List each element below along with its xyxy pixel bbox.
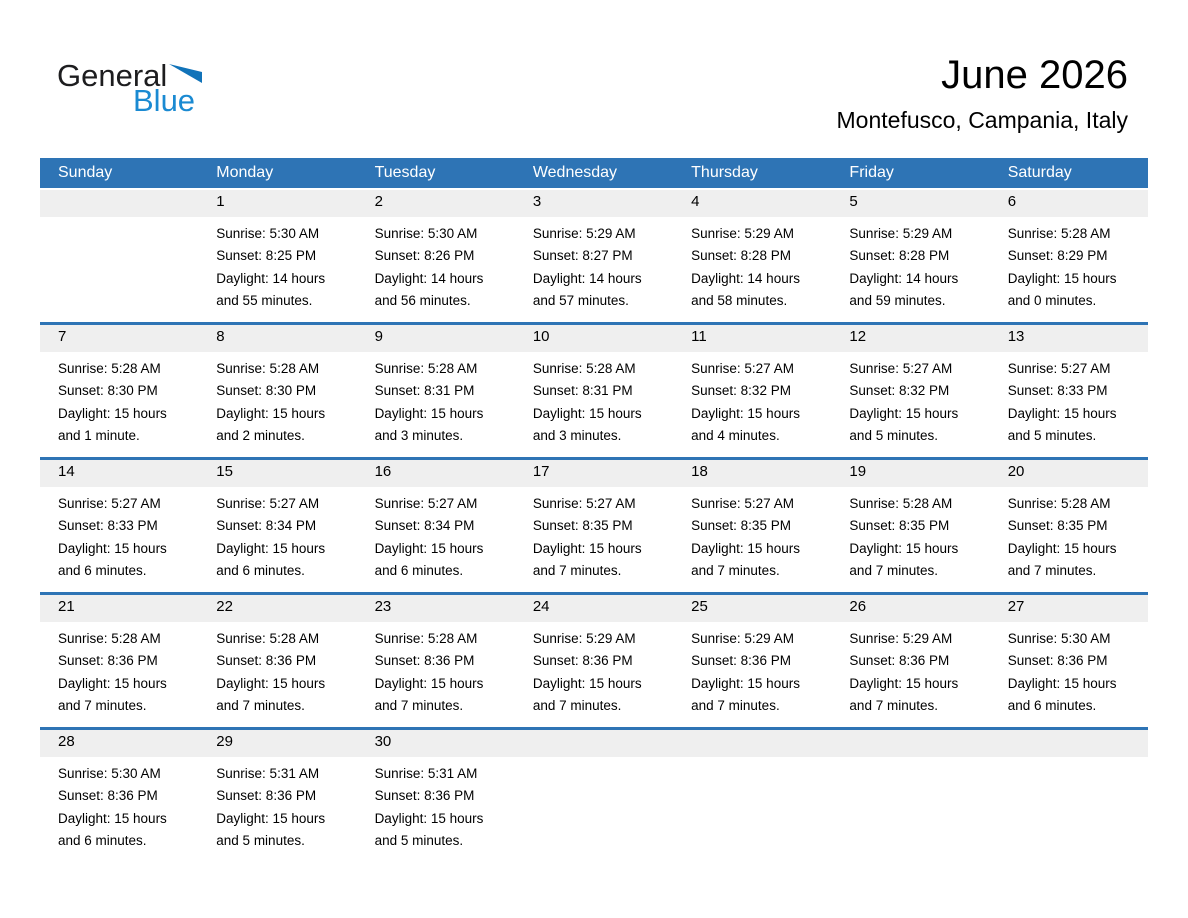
day-cell bbox=[198, 352, 356, 447]
day-sunrise: Sunrise: 5:29 AM bbox=[691, 631, 794, 646]
day-daylight-line2: and 5 minutes. bbox=[1007, 427, 1097, 443]
day-cell bbox=[515, 622, 673, 717]
calendar-location-subtitle: Montefusco, Campania, Italy bbox=[836, 107, 1128, 133]
weekday-header-thursday: Thursday bbox=[691, 164, 758, 181]
day-sunset: Sunset: 8:34 PM bbox=[216, 518, 317, 534]
day-sunset: Sunset: 8:35 PM bbox=[1007, 518, 1108, 534]
day-cell bbox=[198, 217, 356, 312]
day-daylight-line2: and 5 minutes. bbox=[849, 427, 938, 443]
calendar-grid bbox=[40, 158, 1148, 862]
day-sunrise: Sunrise: 5:27 AM bbox=[374, 496, 478, 511]
weekday-header-saturday: Saturday bbox=[1007, 164, 1072, 181]
day-number: 3 bbox=[532, 193, 542, 210]
day-daylight-line1: Daylight: 15 hours bbox=[532, 405, 642, 421]
day-daylight-line1: Daylight: 14 hours bbox=[532, 270, 642, 286]
day-sunrise: Sunrise: 5:27 AM bbox=[849, 361, 953, 376]
day-daylight-line1: Daylight: 14 hours bbox=[216, 270, 326, 286]
day-daylight-line1: Daylight: 15 hours bbox=[849, 540, 959, 556]
weekday-header-friday: Friday bbox=[849, 164, 894, 181]
day-daylight-line1: Daylight: 15 hours bbox=[849, 675, 959, 691]
general-blue-logo bbox=[57, 60, 202, 116]
day-number: 8 bbox=[216, 328, 225, 345]
day-sunrise: Sunrise: 5:28 AM bbox=[1007, 496, 1111, 511]
day-sunrise: Sunrise: 5:30 AM bbox=[1007, 631, 1111, 646]
day-sunrise: Sunrise: 5:28 AM bbox=[216, 361, 320, 376]
day-sunset: Sunset: 8:35 PM bbox=[849, 518, 950, 534]
day-number: 12 bbox=[849, 328, 867, 345]
day-cell bbox=[198, 487, 356, 582]
day-daylight-line2: and 7 minutes. bbox=[58, 697, 147, 713]
day-sunrise: Sunrise: 5:28 AM bbox=[1007, 226, 1111, 241]
day-daylight-line2: and 7 minutes. bbox=[532, 562, 622, 578]
day-sunrise: Sunrise: 5:28 AM bbox=[374, 631, 478, 646]
day-sunrise: Sunrise: 5:30 AM bbox=[374, 226, 478, 241]
day-sunrise: Sunrise: 5:29 AM bbox=[532, 226, 636, 241]
day-daylight-line2: and 0 minutes. bbox=[1007, 292, 1097, 308]
day-daylight-line2: and 6 minutes. bbox=[58, 832, 147, 848]
day-daylight-line2: and 7 minutes. bbox=[691, 697, 780, 713]
day-number: 10 bbox=[532, 328, 550, 345]
day-sunrise: Sunrise: 5:30 AM bbox=[216, 226, 320, 241]
week-row-3 bbox=[40, 457, 1148, 592]
day-daylight-line2: and 6 minutes. bbox=[216, 562, 305, 578]
day-cell bbox=[515, 487, 673, 582]
logo-text-general: General bbox=[57, 58, 168, 93]
logo-text-blue: Blue bbox=[133, 83, 196, 118]
day-sunrise: Sunrise: 5:30 AM bbox=[58, 766, 161, 781]
day-sunset: Sunset: 8:36 PM bbox=[216, 788, 317, 804]
weekday-header-tuesday: Tuesday bbox=[374, 164, 436, 181]
day-daylight-line2: and 7 minutes. bbox=[849, 697, 938, 713]
day-number-strip bbox=[40, 190, 1148, 217]
empty-day-number bbox=[990, 730, 1148, 757]
week-row-4 bbox=[40, 592, 1148, 727]
day-sunset: Sunset: 8:31 PM bbox=[374, 383, 475, 399]
day-daylight-line1: Daylight: 15 hours bbox=[58, 675, 167, 691]
day-sunrise: Sunrise: 5:31 AM bbox=[374, 766, 478, 781]
day-number: 22 bbox=[216, 598, 233, 615]
day-number: 25 bbox=[691, 598, 708, 615]
day-cell bbox=[990, 352, 1148, 447]
day-sunrise: Sunrise: 5:29 AM bbox=[691, 226, 794, 241]
day-daylight-line1: Daylight: 15 hours bbox=[374, 540, 484, 556]
weekday-header-sunday: Sunday bbox=[58, 164, 113, 181]
day-cell bbox=[831, 352, 989, 447]
day-number: 9 bbox=[374, 328, 383, 345]
day-daylight-line2: and 6 minutes. bbox=[58, 562, 147, 578]
weekday-header-row bbox=[40, 158, 1148, 188]
day-sunrise: Sunrise: 5:27 AM bbox=[691, 496, 794, 511]
empty-day-cell bbox=[990, 757, 1148, 852]
empty-day-number bbox=[40, 190, 198, 217]
day-daylight-line1: Daylight: 15 hours bbox=[216, 675, 326, 691]
day-details-row bbox=[40, 622, 1148, 717]
day-sunrise: Sunrise: 5:28 AM bbox=[532, 361, 636, 376]
day-cell bbox=[990, 217, 1148, 312]
day-daylight-line2: and 57 minutes. bbox=[532, 292, 629, 308]
day-daylight-line1: Daylight: 15 hours bbox=[691, 540, 800, 556]
weekday-header-monday: Monday bbox=[216, 164, 274, 181]
day-daylight-line2: and 56 minutes. bbox=[374, 292, 471, 308]
day-number-strip bbox=[40, 730, 1148, 757]
day-sunrise: Sunrise: 5:29 AM bbox=[532, 631, 636, 646]
day-number: 30 bbox=[374, 733, 392, 750]
day-sunrise: Sunrise: 5:27 AM bbox=[216, 496, 320, 511]
day-number: 26 bbox=[849, 598, 867, 615]
day-sunset: Sunset: 8:36 PM bbox=[849, 653, 950, 669]
day-sunset: Sunset: 8:33 PM bbox=[58, 518, 158, 534]
day-daylight-line2: and 58 minutes. bbox=[691, 292, 788, 308]
day-daylight-line1: Daylight: 15 hours bbox=[58, 540, 167, 556]
day-sunset: Sunset: 8:36 PM bbox=[532, 653, 633, 669]
day-cell bbox=[990, 622, 1148, 717]
day-number: 2 bbox=[374, 193, 383, 210]
day-daylight-line1: Daylight: 15 hours bbox=[374, 810, 484, 826]
day-daylight-line1: Daylight: 15 hours bbox=[691, 405, 800, 421]
day-daylight-line2: and 7 minutes. bbox=[1007, 562, 1097, 578]
day-number: 14 bbox=[58, 463, 75, 480]
day-details-row bbox=[40, 487, 1148, 582]
day-cell bbox=[515, 217, 673, 312]
day-daylight-line2: and 3 minutes. bbox=[374, 427, 464, 443]
day-number: 16 bbox=[374, 463, 392, 480]
week-row-1 bbox=[40, 190, 1148, 322]
day-number: 13 bbox=[1007, 328, 1025, 345]
day-cell bbox=[673, 622, 831, 717]
day-sunset: Sunset: 8:36 PM bbox=[691, 653, 791, 669]
day-cell bbox=[357, 622, 515, 717]
day-sunrise: Sunrise: 5:27 AM bbox=[1007, 361, 1111, 376]
day-sunrise: Sunrise: 5:27 AM bbox=[691, 361, 794, 376]
day-sunset: Sunset: 8:31 PM bbox=[532, 383, 633, 399]
day-number: 20 bbox=[1007, 463, 1025, 480]
day-daylight-line2: and 6 minutes. bbox=[1007, 697, 1097, 713]
empty-day-number bbox=[831, 730, 989, 757]
day-number-strip bbox=[40, 325, 1148, 352]
day-cell bbox=[40, 622, 198, 717]
day-cell bbox=[831, 217, 989, 312]
day-daylight-line2: and 2 minutes. bbox=[216, 427, 305, 443]
day-sunrise: Sunrise: 5:28 AM bbox=[216, 631, 320, 646]
empty-day-cell bbox=[515, 757, 673, 852]
day-number: 17 bbox=[532, 463, 550, 480]
day-number: 5 bbox=[849, 193, 858, 210]
day-daylight-line2: and 5 minutes. bbox=[374, 832, 464, 848]
day-cell bbox=[673, 217, 831, 312]
day-daylight-line1: Daylight: 14 hours bbox=[691, 270, 800, 286]
day-cell bbox=[673, 487, 831, 582]
day-cell bbox=[357, 757, 515, 852]
day-daylight-line2: and 55 minutes. bbox=[216, 292, 313, 308]
day-daylight-line2: and 1 minute. bbox=[58, 427, 140, 443]
day-sunrise: Sunrise: 5:28 AM bbox=[849, 496, 953, 511]
day-cell bbox=[831, 487, 989, 582]
day-sunset: Sunset: 8:29 PM bbox=[1007, 248, 1108, 264]
day-sunset: Sunset: 8:28 PM bbox=[849, 248, 950, 264]
day-number-strip bbox=[40, 460, 1148, 487]
day-sunset: Sunset: 8:36 PM bbox=[58, 653, 158, 669]
day-daylight-line2: and 7 minutes. bbox=[374, 697, 464, 713]
day-number: 1 bbox=[216, 193, 225, 210]
day-sunset: Sunset: 8:34 PM bbox=[374, 518, 475, 534]
day-cell bbox=[357, 217, 515, 312]
day-daylight-line2: and 7 minutes. bbox=[532, 697, 622, 713]
day-number: 4 bbox=[691, 193, 700, 210]
day-number: 7 bbox=[58, 328, 67, 345]
day-number: 29 bbox=[216, 733, 233, 750]
calendar-weeks bbox=[40, 190, 1148, 862]
day-sunset: Sunset: 8:36 PM bbox=[374, 788, 475, 804]
day-details-row bbox=[40, 352, 1148, 447]
day-sunrise: Sunrise: 5:28 AM bbox=[374, 361, 478, 376]
day-cell bbox=[40, 757, 198, 852]
week-row-5 bbox=[40, 727, 1148, 862]
day-daylight-line2: and 4 minutes. bbox=[691, 427, 780, 443]
week-row-2 bbox=[40, 322, 1148, 457]
day-daylight-line1: Daylight: 15 hours bbox=[58, 405, 167, 421]
day-number: 19 bbox=[849, 463, 867, 480]
day-sunrise: Sunrise: 5:27 AM bbox=[532, 496, 636, 511]
day-sunset: Sunset: 8:35 PM bbox=[691, 518, 791, 534]
day-number: 21 bbox=[58, 598, 75, 615]
day-daylight-line1: Daylight: 15 hours bbox=[849, 405, 959, 421]
day-sunset: Sunset: 8:25 PM bbox=[216, 248, 317, 264]
day-daylight-line1: Daylight: 15 hours bbox=[691, 675, 800, 691]
day-cell bbox=[357, 352, 515, 447]
day-sunset: Sunset: 8:32 PM bbox=[691, 383, 791, 399]
day-sunset: Sunset: 8:28 PM bbox=[691, 248, 791, 264]
day-cell bbox=[515, 352, 673, 447]
day-sunrise: Sunrise: 5:27 AM bbox=[58, 496, 161, 511]
day-sunrise: Sunrise: 5:28 AM bbox=[58, 361, 161, 376]
day-sunset: Sunset: 8:36 PM bbox=[1007, 653, 1108, 669]
day-daylight-line2: and 3 minutes. bbox=[532, 427, 622, 443]
day-sunset: Sunset: 8:30 PM bbox=[58, 383, 158, 399]
day-sunrise: Sunrise: 5:28 AM bbox=[58, 631, 161, 646]
day-cell bbox=[40, 487, 198, 582]
day-number: 15 bbox=[216, 463, 233, 480]
day-sunset: Sunset: 8:30 PM bbox=[216, 383, 317, 399]
weekday-header-wednesday: Wednesday bbox=[532, 164, 618, 181]
day-daylight-line1: Daylight: 15 hours bbox=[532, 675, 642, 691]
empty-day-number bbox=[673, 730, 831, 757]
day-cell bbox=[198, 757, 356, 852]
day-cell bbox=[673, 352, 831, 447]
day-daylight-line2: and 7 minutes. bbox=[691, 562, 780, 578]
day-number: 6 bbox=[1007, 193, 1017, 210]
day-daylight-line2: and 7 minutes. bbox=[849, 562, 938, 578]
day-sunset: Sunset: 8:27 PM bbox=[532, 248, 633, 264]
day-daylight-line1: Daylight: 15 hours bbox=[216, 540, 326, 556]
day-sunrise: Sunrise: 5:29 AM bbox=[849, 226, 953, 241]
day-daylight-line1: Daylight: 15 hours bbox=[1007, 405, 1117, 421]
empty-day-cell bbox=[40, 217, 198, 312]
calendar-month-title: June 2026 bbox=[941, 53, 1128, 97]
day-sunset: Sunset: 8:36 PM bbox=[216, 653, 317, 669]
day-daylight-line2: and 7 minutes. bbox=[216, 697, 305, 713]
title-block bbox=[837, 55, 1128, 132]
day-number: 23 bbox=[374, 598, 392, 615]
day-cell bbox=[357, 487, 515, 582]
empty-day-number bbox=[515, 730, 673, 757]
day-daylight-line1: Daylight: 15 hours bbox=[374, 405, 484, 421]
day-daylight-line1: Daylight: 15 hours bbox=[1007, 540, 1117, 556]
day-details-row bbox=[40, 217, 1148, 312]
day-sunset: Sunset: 8:32 PM bbox=[849, 383, 950, 399]
day-daylight-line2: and 59 minutes. bbox=[849, 292, 946, 308]
day-daylight-line2: and 6 minutes. bbox=[374, 562, 464, 578]
day-daylight-line1: Daylight: 15 hours bbox=[1007, 270, 1117, 286]
day-sunset: Sunset: 8:26 PM bbox=[374, 248, 475, 264]
day-daylight-line1: Daylight: 15 hours bbox=[374, 675, 484, 691]
empty-day-cell bbox=[831, 757, 989, 852]
day-cell bbox=[831, 622, 989, 717]
day-daylight-line1: Daylight: 15 hours bbox=[216, 810, 326, 826]
day-number: 28 bbox=[58, 733, 75, 750]
day-sunset: Sunset: 8:36 PM bbox=[374, 653, 475, 669]
day-daylight-line1: Daylight: 15 hours bbox=[58, 810, 167, 826]
day-daylight-line1: Daylight: 14 hours bbox=[849, 270, 959, 286]
day-sunrise: Sunrise: 5:29 AM bbox=[849, 631, 953, 646]
day-cell bbox=[990, 487, 1148, 582]
day-details-row bbox=[40, 757, 1148, 852]
day-sunset: Sunset: 8:33 PM bbox=[1007, 383, 1108, 399]
day-number: 27 bbox=[1007, 598, 1025, 615]
day-daylight-line1: Daylight: 15 hours bbox=[216, 405, 326, 421]
day-sunrise: Sunrise: 5:31 AM bbox=[216, 766, 320, 781]
day-sunset: Sunset: 8:35 PM bbox=[532, 518, 633, 534]
day-number-strip bbox=[40, 595, 1148, 622]
day-daylight-line1: Daylight: 15 hours bbox=[532, 540, 642, 556]
day-cell bbox=[198, 622, 356, 717]
day-sunset: Sunset: 8:36 PM bbox=[58, 788, 158, 804]
day-number: 18 bbox=[691, 463, 708, 480]
day-number: 11 bbox=[691, 328, 707, 345]
day-daylight-line1: Daylight: 15 hours bbox=[1007, 675, 1117, 691]
empty-day-cell bbox=[673, 757, 831, 852]
day-cell bbox=[40, 352, 198, 447]
day-daylight-line1: Daylight: 14 hours bbox=[374, 270, 484, 286]
day-number: 24 bbox=[532, 598, 550, 615]
day-daylight-line2: and 5 minutes. bbox=[216, 832, 305, 848]
